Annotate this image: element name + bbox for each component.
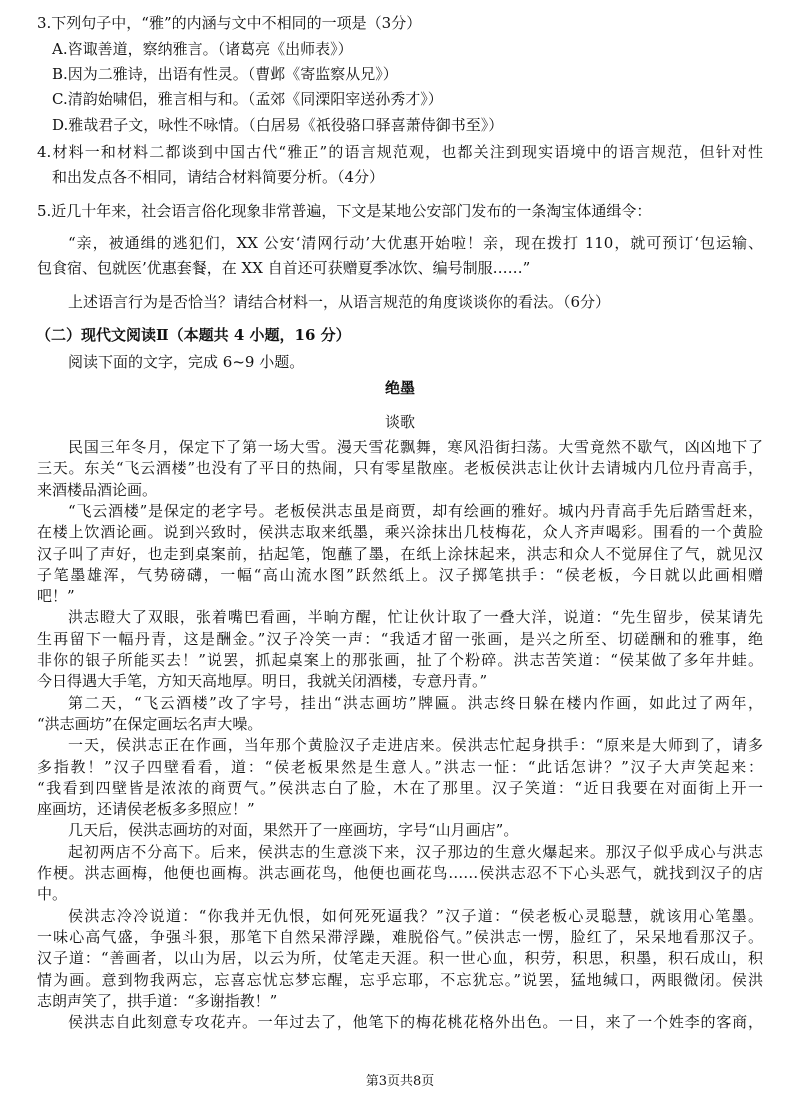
text-line: “洪志画坊”在保定画坛名声大噪。: [37, 715, 263, 733]
text-line: 汉子叫了声好，也走到桌案前，拈起笔，饱蘸了墨，在纸上涂抹起来，洪志和众人不觉屏住了气，就见汉: [37, 545, 763, 563]
text-line: 中。: [37, 885, 68, 903]
text-line: 情为画。意到物我两忘，忘喜忘忧忘梦忘醒，忘乎忘耶，不忘犹忘。”说罢，猛地缄口，两眼微闭。侯洪: [37, 971, 763, 989]
story-author: 谈歌: [384, 413, 415, 431]
text-line: 侯洪志冷冷说道：“你我并无仇恨，如何死死逼我？”汉子道：“侯老板心灵聪慧，就该用心笔墨。: [68, 907, 763, 925]
text-line: 作梗。洪志画梅，他便也画梅。洪志画花鸟，他便也画花鸟……侯洪志忍不下心头恶气，就找到汉子的店: [37, 864, 763, 882]
text-line: 子笔墨雄浑，气势磅礴，一幅“高山流水图”跃然纸上。汉子掷笔拱手：“侯老板，今日就以此画相赠: [37, 566, 763, 584]
text-line: 几天后，侯洪志画坊的对面，果然开了一座画坊，字号“山月画店”。: [68, 821, 519, 839]
text-line: 第二天，“飞云酒楼”改了字号，挂出“洪志画坊”牌匾。洪志终日躲在楼内作画，如此过了两年，: [68, 694, 763, 712]
option-a: A.咨诹善道，察纳雅言。（诸葛亮《出师表》）: [52, 40, 353, 58]
text-line: “飞云酒楼”是保定的老字号。老板侯洪志虽是商贾，却有绘画的雅好。城内丹青高手先后踏雪赶来，: [68, 502, 763, 520]
section-heading: （二）现代文阅读Ⅱ（本题共 4 小题，16 分）: [36, 326, 351, 344]
text-line: 汉子道：“善画者，以山为居，以云为所，仗笔走天涯。积一世心血，积劳，积思，积墨，积石成山，积: [37, 949, 763, 967]
text-line: 吧！”: [37, 587, 75, 605]
text-line: 洪志瞪大了双眼，张着嘴巴看画，半晌方醒，忙让伙计取了一叠大洋，说道：“先生留步，侯某请先: [68, 608, 763, 626]
story-title: 绝墨: [384, 379, 415, 397]
option-c: C.清韵始啸侣，雅言相与和。（孟郊《同溧阳宰送孙秀才》）: [52, 90, 443, 108]
question-stem-cont: 和出发点各不相同，请结合材料简要分析。（4分）: [52, 168, 385, 186]
text-line: 生再留下一幅丹青，这是酬金。”汉子冷笑一声：“我适才留一张画，是兴之所至、切磋酬和的雅事，绝: [37, 630, 763, 648]
text-line: 一天，侯洪志正在作画，当年那个黄脸汉子走进店来。侯洪志忙起身拱手：“原来是大师到了，请多: [68, 736, 763, 754]
section-instruction: 阅读下面的文字，完成 6~9 小题。: [68, 353, 305, 371]
option-d: D.雅哉君子文，咏性不咏情。（白居易《祇役骆口驿喜萧侍御书至》）: [52, 116, 504, 134]
text-line: 侯洪志自此刻意专攻花卉。一年过去了，他笔下的梅花桃花格外出色。一日，来了一个姓李的客商，: [68, 1013, 763, 1031]
quoted-notice: “亲，被通缉的逃犯们，XX 公安‘清网行动’大优惠开始啦！亲，现在拨打 110，就可预订‘包运输、: [68, 234, 763, 252]
text-line: 起初两店不分高下。后来，侯洪志的生意淡下来，汉子那边的生意火爆起来。那汉子似乎成心与洪志: [68, 843, 763, 861]
text-line: 志朗声笑了，拱手道：“多谢指教！”: [37, 992, 278, 1010]
question-stem: 5.近几十年来，社会语言俗化现象非常普遍，下文是某地公安部门发布的一条淘宝体通缉令：: [37, 202, 652, 220]
text-line: 一味心高气盛，争强斗狠，那笔下自然呆滞浮躁，难脱俗气。”侯洪志一愣，脸红了，呆呆地看那汉子。: [37, 928, 763, 946]
text-line: 座画坊，还请侯老板多多照应！”: [37, 800, 255, 818]
text-line: 非你的银子所能买去！”说罢，抓起桌案上的那张画，扯了个粉碎。洪志苦笑道：“侯某做了多年井蛙。: [37, 651, 763, 669]
text-line: 民国三年冬月，保定下了第一场大雪。漫天雪花飘舞，寒风沿街扫荡。大雪竟然不歇气，凶凶地下了: [68, 438, 763, 456]
text-line: 在楼上饮酒论画。说到兴致时，侯洪志取来纸墨，乘兴涂抹出几枝梅花，众人齐声喝彩。围看的一个黄脸: [37, 523, 763, 541]
quoted-notice-cont: 包食宿、包就医’优惠套餐，在 XX 自首还可获赠夏季冰饮、编号制服……”: [37, 259, 531, 277]
text-line: 三天。东关“飞云酒楼”也没有了平日的热闹，只有零星散座。老板侯洪志让伙计去请城内几位丹青高手，: [37, 459, 763, 477]
question-stem: 3.下列句子中，“雅”的内涵与文中不相同的一项是（3分）: [37, 14, 422, 32]
text-line: 多指教！”汉子四壁看看，道：“侯老板果然是生意人。”洪志一怔：“此话怎讲？”汉子大声笑起来：: [37, 758, 763, 776]
text-line: 今日得遇大手笔，方知天高地厚。明日，我就关闭酒楼，专意丹青。”: [37, 672, 488, 690]
option-b: B.因为二雅诗，出语有性灵。（曹邺《寄监察从兄》）: [52, 65, 398, 83]
text-line: 来酒楼品酒论画。: [37, 481, 158, 499]
text-line: “我看到四壁皆是浓浓的商贾气。”侯洪志白了脸，木在了那里。汉子笑道：“近日我要在对面街上开一: [37, 779, 763, 797]
page-number: 第3页共8页: [365, 1074, 435, 1089]
question-ask: 上述语言行为是否恰当？请结合材料一，从语言规范的角度谈谈你的看法。（6分）: [68, 293, 611, 311]
question-stem: 4.材料一和材料二都谈到中国古代“雅正”的语言规范观，也都关注到现实语境中的语言规范，但针对性: [37, 143, 763, 161]
